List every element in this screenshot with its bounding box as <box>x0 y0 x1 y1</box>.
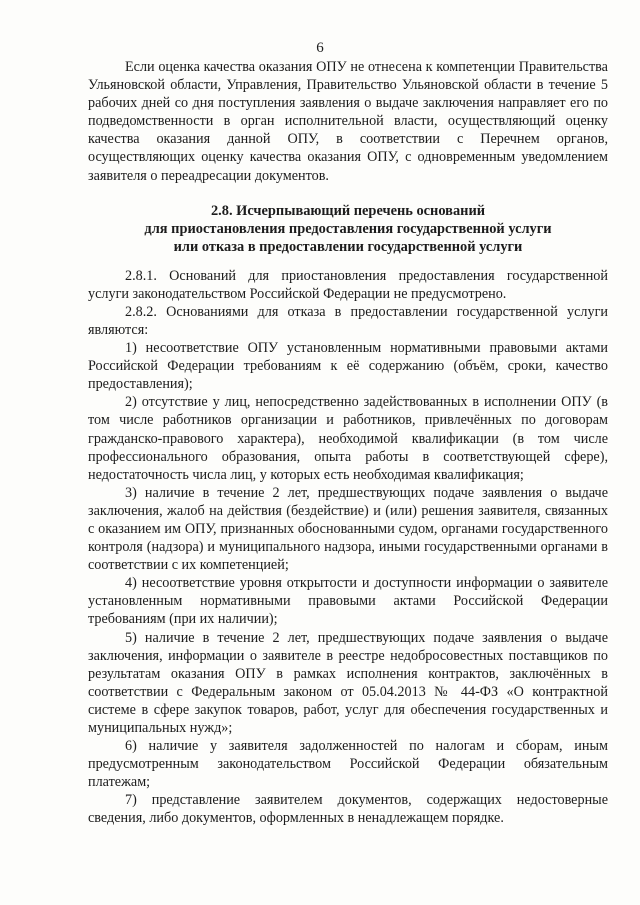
section-heading-line2: для приостановления предоставления государственной услуги <box>144 220 552 237</box>
section-heading-line1: 2.8. Исчерпывающий перечень оснований <box>210 202 486 219</box>
list-item: 6) наличие у заявителя задолженностей по налогам и сборам, иным предусмотренным законодательством Российской Федерации обязательным платежам; <box>88 738 608 791</box>
list-item: 3) наличие в течение 2 лет, предшествующих подаче заявления о выдаче заключения, жалоб на действия (бездействие) и (или) решения заявителя, связанных с оказанием им ОПУ, признанных обоснованными судом, органами государственного контроля (надзора) и муниципального надзора, иными государственными органами в соответствии с их компетенцией; <box>88 484 608 574</box>
section-heading <box>88 202 608 256</box>
paragraph-2-8-2: 2.8.2. Основаниями для отказа в предоставлении государственной услуги являются: <box>88 303 608 338</box>
document-body <box>88 58 608 828</box>
page-number: 6 <box>316 40 324 56</box>
list-item: 1) несоответствие ОПУ установленным нормативными правовыми актами Российской Федерации требованиям к её содержанию (объём, сроки, качество предоставления); <box>88 340 608 393</box>
intro-paragraph: Если оценка качества оказания ОПУ не отнесена к компетенции Правительства Ульяновской области, Управления, Правительство Ульяновской области в течение 5 рабочих дней со дня поступления заявления о выдаче заключения направляет его по подведомственности в орган исполнительной власти, осуществляющий оценку качества оказания данной ОПУ, в соответствии с Перечнем органов, осуществляющих оценку качества оказания ОПУ, с одновременным уведомлением заявителя о переадресации документов. <box>88 59 608 184</box>
list-item: 5) наличие в течение 2 лет, предшествующих подаче заявления о выдаче заключения, информации о заявителе в реестре недобросовестных поставщиков по результатам оказания ОПУ в рамках исполнения контрактов, заключённых в соответствии с Федеральным законом от 05.04.2013 № 44-ФЗ «О контрактной системе в сфере закупок товаров, работ, услуг для обеспечения государственных и муниципальных нужд»; <box>88 629 608 736</box>
paragraph-2-8-1: 2.8.1. Оснований для приостановления предоставления государственной услуги законодательством Российской Федерации не предусмотрено. <box>88 267 608 302</box>
list-item: 7) представление заявителем документов, содержащих недостоверные сведения, либо документов, оформленных в ненадлежащем порядке. <box>88 792 608 827</box>
list-item: 2) отсутствие у лиц, непосредственно задействованных в исполнении ОПУ (в том числе работников организации и работников, привлечённых по договорам гражданско-правового характера), необходимой квалификации (в том числе профессионального образования, опыта работы в соответствующей сфере), недостаточность числа лиц, у которых есть необходимая квалификация; <box>88 394 608 483</box>
section-heading-line3: или отказа в предоставлении государственной услуги <box>173 238 523 255</box>
list-item: 4) несоответствие уровня открытости и доступности информации о заявителе установленным нормативными правовыми актами Российской Федерации требованиям (при их наличии); <box>88 575 608 628</box>
